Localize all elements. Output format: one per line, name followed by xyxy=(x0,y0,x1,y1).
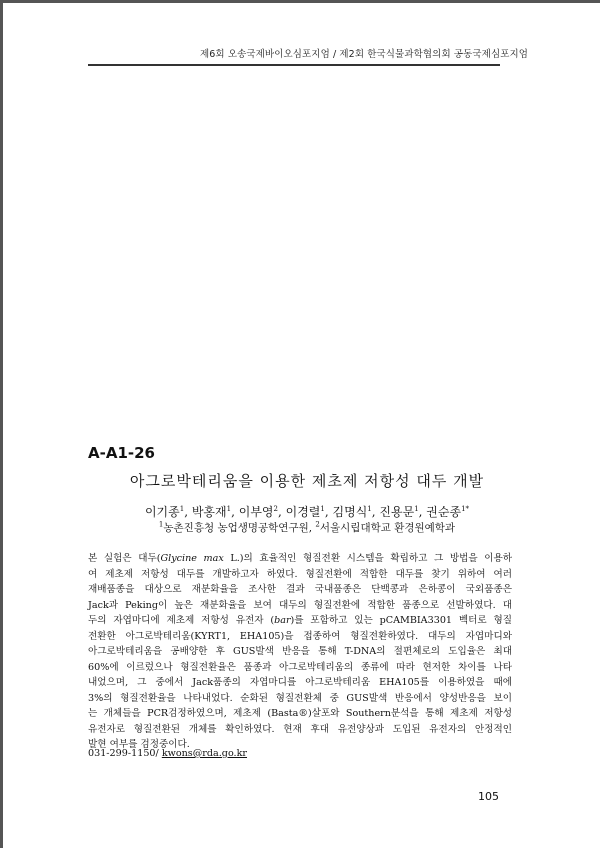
author-name: 이기종 xyxy=(144,505,180,519)
header-rule xyxy=(88,64,500,66)
affiliations xyxy=(88,520,526,535)
body-line: 전환한 아그로박테리움(KYRT1, EHA105)을 접종하여 형질전환하였다. 대두의 자엽마디와 xyxy=(88,630,512,642)
page-number: 105 xyxy=(478,790,499,803)
body-line: Jack과 Peking이 높은 재분화율을 보여 대두의 형질전환에 적합한 품종으로 선발하였다. 대 xyxy=(88,599,512,611)
author-sup: 1 xyxy=(179,505,185,513)
abstract-title: 아그로박테리움을 이용한 제초제 저항성 대두 개발 xyxy=(129,472,485,490)
abstract-body xyxy=(88,551,512,753)
author-name: 이부영 xyxy=(238,505,274,519)
body-line: 아그로박테리움을 공배양한 후 GUS발색 반응을 통해 T-DNA의 절편체로의 도입율은 최대 xyxy=(88,646,512,657)
page-top-border xyxy=(0,0,600,3)
author-name: 박홍재 xyxy=(191,505,227,519)
running-header: 제6회 오송국제바이오심포지엄 / 제2회 한국식물과학협의회 공동국제심포지엄 xyxy=(200,49,529,60)
abstract-code: A-A1-26 xyxy=(88,444,155,462)
author-sup: 1* xyxy=(461,505,470,513)
body-line: 본 실험은 대두(Glycine max L.)의 효율적인 형질전환 시스템을 확립하고 그 방법을 이용하 xyxy=(88,553,513,564)
author-sup: 1 xyxy=(320,505,325,513)
phone-number: 031-299-1150/ xyxy=(88,748,162,759)
affiliation-sup: 1 xyxy=(158,520,164,529)
body-line: 재배품종을 대상으로 재분화율을 조사한 결과 국내품종은 단백콩과 은하콩이 국외품종은 xyxy=(88,584,512,595)
author-sup: 2 xyxy=(273,505,278,513)
body-line: 60%에 이르렀으나 형질전환율은 품종과 아그로박테리움의 종류에 따라 현저한 차이를 나타 xyxy=(88,661,512,673)
author-name: 진용문 xyxy=(379,505,415,519)
page-left-border xyxy=(0,0,3,848)
author-name: 이경렬 xyxy=(285,505,321,519)
author-name: 김명식 xyxy=(332,505,368,519)
author-list: 이기종$^1$, 박홍재$^1$, 이부영$^2$, 이경렬$^1$, 김명식$^1$, 진용문$^1$, 권순종$^{1*}$ xyxy=(144,505,470,519)
affiliation-2: 서울시립대학교 환경원예학과 xyxy=(319,522,456,534)
body-line: 3%의 형질전환율을 나타내었다. 순화된 형질전환체 중 GUS발색 반응에서 양성반응을 보이 xyxy=(88,692,512,704)
body-line: 는 개체들을 PCR검정하였으며, 제초제 (Basta®)살포와 Southern분석을 통해 제초제 저항성 xyxy=(88,708,512,719)
body-line: 유전자로 형질전환된 개체를 확인하였다. 현재 후대 유전양상과 도입된 유전자의 안정적인 xyxy=(88,723,512,735)
body-line: 발현 여부를 검정중이다. xyxy=(88,739,190,750)
author-name: 권순종 xyxy=(426,505,462,519)
affiliation-sup: 2 xyxy=(315,520,320,529)
author-sup: 1 xyxy=(414,505,419,513)
body-line: 여 제초제 저항성 대두를 개발하고자 하였다. 형질전환에 적합한 대두를 찾기 위하여 여러 xyxy=(88,568,512,580)
email-link[interactable]: kwons@rda.go.kr xyxy=(161,748,248,759)
author-sup: 1 xyxy=(226,505,232,513)
body-line: 두의 자엽마디에 제초제 저항성 유전자 (bar)를 포함하고 있는 pCAMBIA3301 벡터로 형질 xyxy=(88,615,512,626)
contact-info xyxy=(88,748,247,759)
author-sup: 1 xyxy=(367,505,372,513)
affiliation-1: 농촌진흥청 농업생명공학연구원, xyxy=(163,522,316,534)
body-line: 내었으며, 그 중에서 Jack품종의 자엽마디를 아그로박테리움 EHA105를 이용하였을 때에 xyxy=(88,677,512,688)
